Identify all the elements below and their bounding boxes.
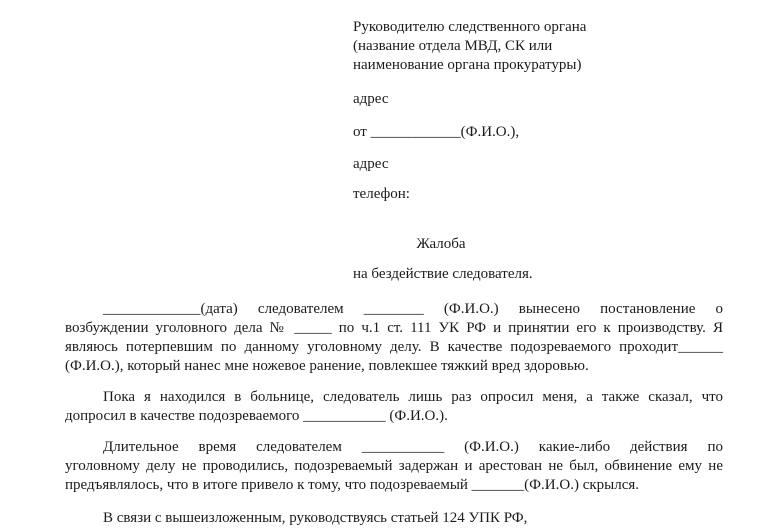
address-label-2: адрес	[353, 156, 389, 172]
paragraph-2-line-2: допросил в качестве подозреваемого ___________ (Ф.И.О.).	[65, 408, 448, 424]
paragraph-3	[65, 438, 723, 495]
paragraph-4	[65, 509, 723, 528]
document-body	[65, 300, 723, 528]
recipient-line-1: Руководителю следственного органа	[353, 19, 587, 35]
paragraph-2-line-1: Пока я находился в больнице, следователь лишь раз опросил меня, а также сказал, что	[103, 389, 723, 405]
paragraph-1-line-3: являюсь потерпевшим по данному уголовному делу. В качестве подозреваемого проходит______	[65, 339, 723, 355]
recipient-line-2: (название отдела МВД, СК или	[353, 38, 553, 54]
paragraph-4-line-1: В связи с вышеизложенным, руководствуясь статьей 124 УПК РФ,	[103, 510, 528, 526]
paragraph-3-line-3: предъявлялось, что в итоге привело к тому, что подозреваемый _______(Ф.И.О.) скрылся.	[65, 477, 640, 493]
document-title: Жалоба	[416, 236, 466, 252]
paragraph-1-line-2: возбуждении уголовного дела № _____ по ч.1 ст. 111 УК РФ и принятии его к производству. Я	[65, 320, 723, 336]
paragraph-1	[65, 300, 723, 376]
recipient-line-3: наименование органа прокуратуры)	[353, 57, 582, 73]
paragraph-3-line-1: Длительное время следователем ___________ (Ф.И.О.) какие-либо действия по	[103, 439, 723, 455]
paragraph-3-line-2: уголовному делу не проводились, подозреваемый задержан и арестован не был, обвинение ему не	[65, 458, 723, 474]
address-label-1: адрес	[353, 91, 389, 107]
from-fio-line: от ____________(Ф.И.О.),	[353, 124, 520, 140]
recipient-block	[353, 18, 586, 75]
phone-label: телефон:	[353, 186, 410, 202]
paragraph-2	[65, 388, 723, 426]
paragraph-1-line-1: _____________(дата) следователем ________ (Ф.И.О.) вынесено постановление о	[103, 301, 723, 317]
paragraph-1-line-4: (Ф.И.О.), который нанес мне ножевое ранение, повлекшее тяжкий вред здоровью.	[65, 358, 589, 374]
document-subtitle: на бездействие следователя.	[353, 266, 533, 282]
